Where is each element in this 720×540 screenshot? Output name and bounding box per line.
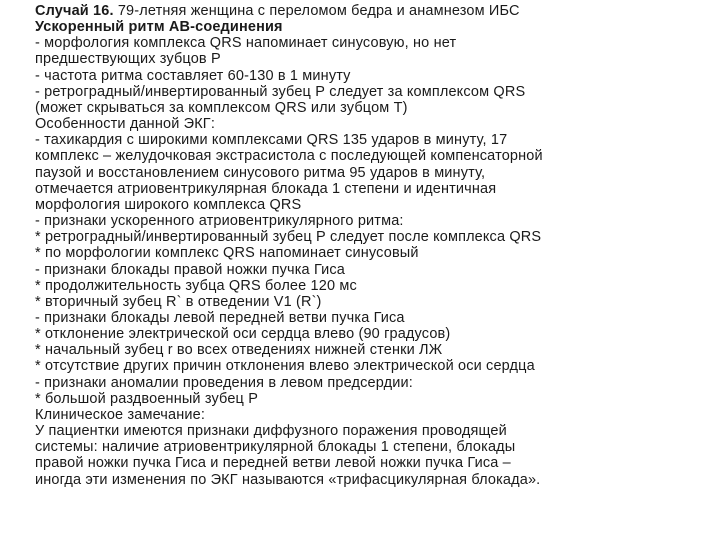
ecg-features-heading: Особенности данной ЭКГ: [35, 116, 215, 133]
case-number: Случай 16. [35, 3, 114, 19]
text-line: * отклонение электрической оси сердца влево (90 градусов) [35, 326, 451, 343]
text-line: * большой раздвоенный зубец Р [35, 390, 259, 407]
text-line: - признаки блокады левой передней ветви пучка Гиса [35, 309, 405, 326]
text-line: иногда эти изменения по ЭКГ называются «трифасцикулярная блокада». [35, 471, 541, 488]
text-line: - признаки аномалии проведения в левом предсердии: [35, 374, 413, 391]
text-line: - частота ритма составляет 60-130 в 1 минуту [35, 67, 351, 84]
text-line: паузой и восстановлением синусового ритма 95 ударов в минуту, [35, 164, 486, 181]
text-line: * начальный зубец r во всех отведениях нижней стенки ЛЖ [35, 342, 443, 359]
text-line: * по морфологии комплекс QRS напоминает синусовый [35, 245, 419, 262]
text-line: (может скрываться за комплексом QRS или зубцом Т) [35, 99, 408, 116]
text-line: комплекс – желудочковая экстрасистола с последующей компенсаторной [35, 148, 543, 165]
text-line: * продолжительность зубца QRS более 120 мс [35, 277, 357, 294]
clinical-note-heading: Клиническое замечание: [35, 406, 206, 423]
text-line: предшествующих зубцов Р [35, 51, 221, 68]
text-line: У пациентки имеются признаки диффузного поражения проводящей [35, 423, 507, 440]
text-line: системы: наличие атриовентрикулярной блокады 1 степени, блокады [35, 439, 516, 456]
text-line: морфология широкого комплекса QRS [35, 196, 302, 213]
case-heading: Ускоренный ритм АВ-соединения [35, 19, 283, 36]
text-line: - тахикардия с широкими комплексами QRS 135 ударов в минуту, 17 [35, 132, 508, 149]
text-line: - признаки ускоренного атриовентрикулярного ритма: [35, 213, 404, 230]
case-title-line [35, 3, 715, 19]
text-line: * ретроградный/инвертированный зубец Р следует после комплекса QRS [35, 229, 542, 246]
text-line: * отсутствие других причин отклонения влево электрической оси сердца [35, 358, 535, 375]
text-line: * вторичный зубец R` в отведении V1 (R`) [35, 293, 322, 310]
text-line: отмечается атриовентрикулярная блокада 1 степени и идентичная [35, 180, 497, 197]
text-line: - признаки блокады правой ножки пучка Гиса [35, 261, 345, 278]
case-description: 79-летняя женщина с переломом бедра и анамнезом ИБС [113, 3, 520, 19]
text-line: - ретроградный/инвертированный зубец Р следует за комплексом QRS [35, 83, 526, 100]
text-line: правой ножки пучка Гиса и передней ветви левой ножки пучка Гиса – [35, 455, 511, 472]
text-line: - морфология комплекса QRS напоминает синусовую, но нет [35, 35, 457, 52]
case-text-block [35, 3, 715, 488]
